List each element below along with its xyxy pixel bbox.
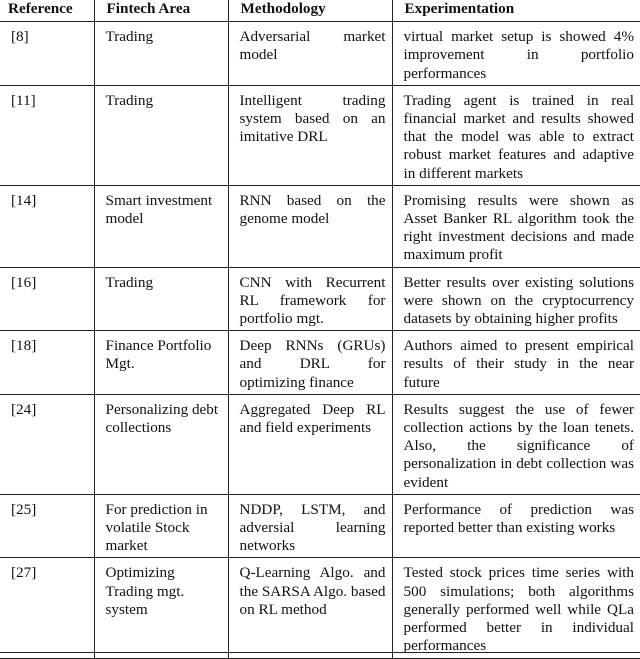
cell-area: For prediction in volatile Stock market	[94, 494, 228, 558]
cell-experimentation: Trading agent is trained in real financial market and results showed that the model was able to extract robust market features and adaptive in different markets	[392, 85, 640, 185]
cell-area: Trading	[94, 85, 228, 185]
cell-area: Finance Portfolio Mgt.	[94, 331, 228, 395]
cell-experimentation: Authors aimed to present empirical results of their study in the near future	[392, 331, 640, 395]
cell-reference: [24]	[0, 394, 94, 494]
cell-methodology: CNN with Recurrent RL framework for portfolio mgt.	[228, 267, 392, 331]
cell-area: Optimizing Trading mgt. system	[94, 558, 228, 658]
cell-experimentation: Results suggest the use of fewer collection actions by the loan tenets. Also, the significance of personalization in debt collection was evident	[392, 394, 640, 494]
cell-area: Personalizing debt collections	[94, 394, 228, 494]
cell-methodology: Q-Learning Algo. and the SARSA Algo. based on RL method	[228, 558, 392, 658]
cell-methodology: Adversarial market model	[228, 22, 392, 86]
cell-methodology: Intelligent trading system based on an imitative DRL	[228, 85, 392, 185]
cell-methodology: RNN based on the genome model	[228, 185, 392, 267]
cell-reference: [25]	[0, 494, 94, 558]
cell-reference: [8]	[0, 22, 94, 86]
cell-reference: [27]	[0, 558, 94, 658]
cell-area: Smart investment model	[94, 185, 228, 267]
cell-reference: [11]	[0, 85, 94, 185]
bottom-rule	[0, 652, 640, 653]
cell-reference: [16]	[0, 267, 94, 331]
header-row	[0, 0, 640, 22]
cell-reference: [18]	[0, 331, 94, 395]
cell-methodology: Deep RNNs (GRUs) and DRL for optimizing finance	[228, 331, 392, 395]
cell-methodology: NDDP, LSTM, and adversial learning networks	[228, 494, 392, 558]
cell-area: Trading	[94, 267, 228, 331]
header-experimentation: Experimentation	[392, 0, 640, 22]
header-methodology: Methodology	[228, 0, 392, 22]
cell-experimentation: Tested stock prices time series with 500 simulations; both algorithms generally performed well while QLa performed better in individual performances	[392, 558, 640, 658]
cell-area: Trading	[94, 22, 228, 86]
cell-reference: [14]	[0, 185, 94, 267]
table-row	[0, 331, 640, 395]
header-fintech-area: Fintech Area	[94, 0, 228, 22]
table-row	[0, 185, 640, 267]
table-row	[0, 22, 640, 86]
header-reference: Reference	[0, 0, 94, 22]
cell-methodology: Aggregated Deep RL and field experiments	[228, 394, 392, 494]
table-row	[0, 494, 640, 558]
table-row	[0, 558, 640, 658]
cell-experimentation: Performance of prediction was reported better than existing works	[392, 494, 640, 558]
table-row	[0, 267, 640, 331]
table-row	[0, 394, 640, 494]
cell-experimentation: Promising results were shown as Asset Banker RL algorithm took the right investment decisions and made maximum profit	[392, 185, 640, 267]
cell-experimentation: virtual market setup is showed 4% improvement in portfolio performances	[392, 22, 640, 86]
table-row	[0, 85, 640, 185]
cell-experimentation: Better results over existing solutions were shown on the cryptocurrency datasets by obtaining higher profits	[392, 267, 640, 331]
